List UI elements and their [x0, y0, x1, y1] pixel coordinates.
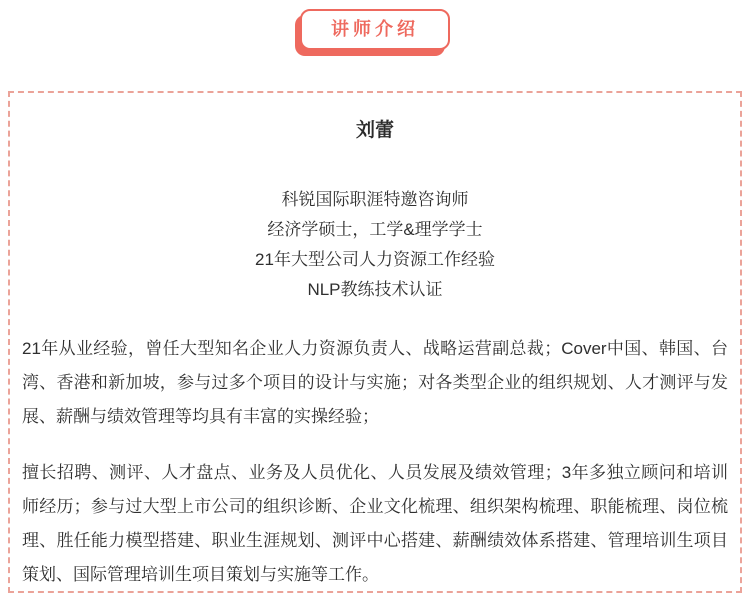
- section-header: [0, 0, 750, 50]
- credential-line: NLP教练技术认证: [307, 279, 443, 299]
- section-title-badge: [300, 9, 450, 50]
- credential-line: 经济学硕士，工学&理学学士: [267, 219, 483, 239]
- section-title-label: 讲师介绍: [331, 19, 419, 39]
- credential-line: 科锐国际职涯特邀咨询师: [281, 189, 469, 209]
- lecturer-profile-box: [8, 91, 742, 593]
- lecturer-name: 刘蕾: [355, 120, 394, 141]
- bio-paragraph-specialties: 擅长招聘、测评、人才盘点、业务及人员优化、人员发展及绩效管理；3年多独立顾问和培训师经历；参与过大型上市公司的组织诊断、企业文化梳理、组织架构梳理、职能梳理、岗位梳理、胜任能力模型搭建、职业生涯规划、测评中心搭建、薪酬绩效体系搭建、管理培训生项目策划、国际管理培训生项目策划与实施等工作。: [22, 462, 728, 584]
- bio-paragraph-experience: 21年从业经验，曾任大型知名企业人力资源负责人、战略运营副总裁；Cover中国、韩国、台湾、香港和新加坡，参与过多个项目的设计与实施；对各类型企业的组织规划、人才测评与发展、薪酬与绩效管理等均具有丰富的实操经验；: [22, 338, 728, 426]
- credential-line: 21年大型公司人力资源工作经验: [255, 249, 495, 269]
- credentials-list: [22, 185, 728, 305]
